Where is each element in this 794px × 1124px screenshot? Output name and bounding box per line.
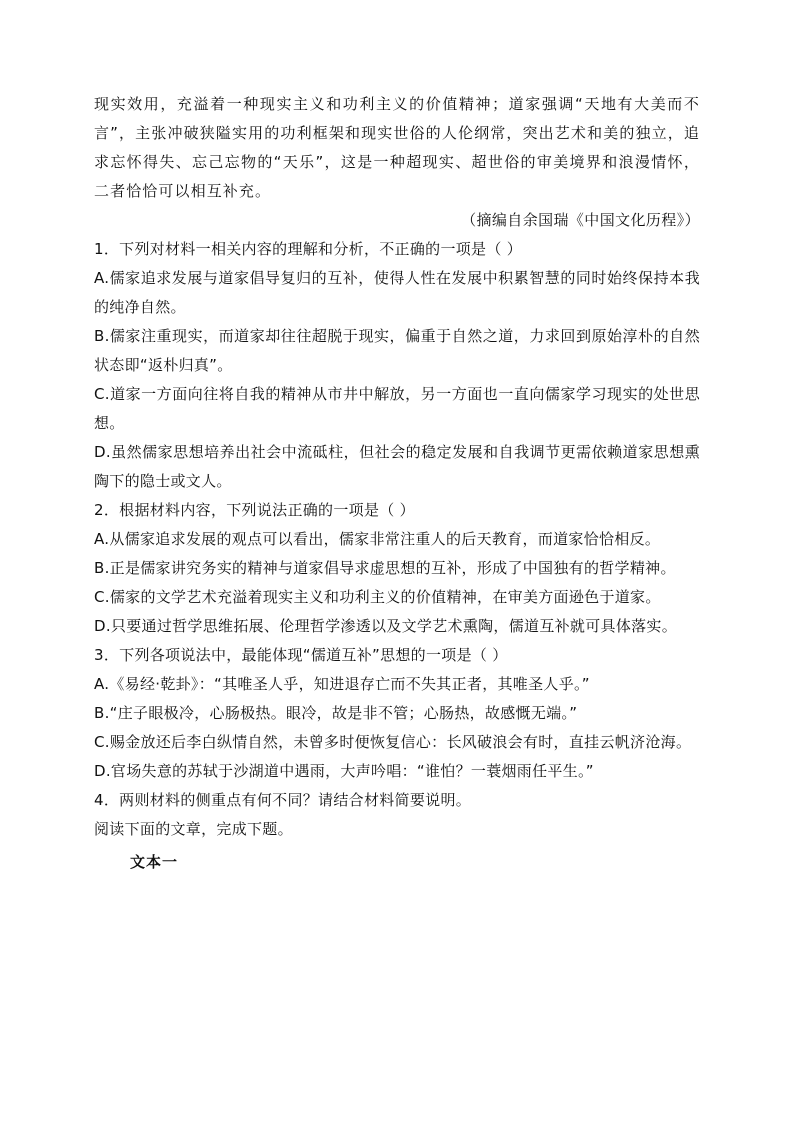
question-1 bbox=[94, 235, 700, 496]
question-4 bbox=[94, 786, 700, 815]
option-c: C.道家一方面向往将自我的精神从市井中解放，另一方面也一直向儒家学习现实的处世思想。 bbox=[94, 385, 700, 432]
reading-instruction: 阅读下面的文章，完成下题。 bbox=[94, 820, 293, 838]
option-d: D.只要通过哲学思维拓展、伦理哲学渗透以及文学艺术熏陶，儒道互补就可具体落实。 bbox=[94, 617, 678, 635]
option-d: D.官场失意的苏轼于沙湖道中遇雨，大声吟唱：“谁怕？一蓑烟雨任平生。” bbox=[94, 762, 594, 780]
passage-paragraph: 现实效用，充溢着一种现实主义和功利主义的价值精神；道家强调“天地有大美而不言”，主张冲破狭隘实用的功利框架和现实世俗的人伦纲常，突出艺术和美的独立，追求忘怀得失、忘己忘物的“天乐”，这是一种超现实、超世俗的审美境界和浪漫情怀，二者恰恰可以相互补充。 bbox=[94, 95, 700, 200]
option-b: B.“庄子眼极冷，心肠极热。眼冷，故是非不管；心肠热，故感慨无端。” bbox=[94, 704, 578, 722]
option-b: B.儒家注重现实，而道家却往往超脱于现实，偏重于自然之道，力求回到原始淳朴的自然状态即“返朴归真”。 bbox=[94, 327, 700, 374]
question-stem: 2．根据材料内容，下列说法正确的一项是（ ） bbox=[94, 501, 415, 519]
passage-source: （摘编自余国瑞《中国文化历程》） bbox=[461, 211, 700, 229]
option-a: A.从儒家追求发展的观点可以看出，儒家非常注重人的后天教育，而道家恰恰相反。 bbox=[94, 530, 661, 548]
option-c: C.儒家的文学艺术充溢着现实主义和功利主义的价值精神，在审美方面逊色于道家。 bbox=[94, 588, 661, 606]
document-page bbox=[94, 90, 700, 877]
option-b: B.正是儒家讲究务实的精神与道家倡导求虚思想的互补，形成了中国独有的哲学精神。 bbox=[94, 559, 676, 577]
question-stem: 4．两则材料的侧重点有何不同？请结合材料简要说明。 bbox=[94, 791, 472, 809]
question-stem: 1．下列对材料一相关内容的理解和分析，不正确的一项是（ ） bbox=[94, 240, 523, 258]
option-d: D.虽然儒家思想培养出社会中流砥柱，但社会的稳定发展和自我调节更需依赖道家思想熏陶下的隐士或文人。 bbox=[94, 443, 700, 490]
question-2 bbox=[94, 496, 700, 641]
question-stem: 3．下列各项说法中，最能体现“儒道互补”思想的一项是（ ） bbox=[94, 646, 508, 664]
option-a: A.儒家追求发展与道家倡导复归的互补，使得人性在发展中积累智慧的同时始终保持本我的纯净自然。 bbox=[94, 269, 700, 316]
section-title: 文本一 bbox=[130, 853, 179, 871]
option-a: A.《易经·乾卦》：“其唯圣人乎，知进退存亡而不失其正者，其唯圣人乎。” bbox=[94, 675, 590, 693]
question-3 bbox=[94, 641, 700, 786]
option-c: C.赐金放还后李白纵情自然，未曾多时便恢复信心：长风破浪会有时，直挂云帆济沧海。 bbox=[94, 733, 692, 751]
